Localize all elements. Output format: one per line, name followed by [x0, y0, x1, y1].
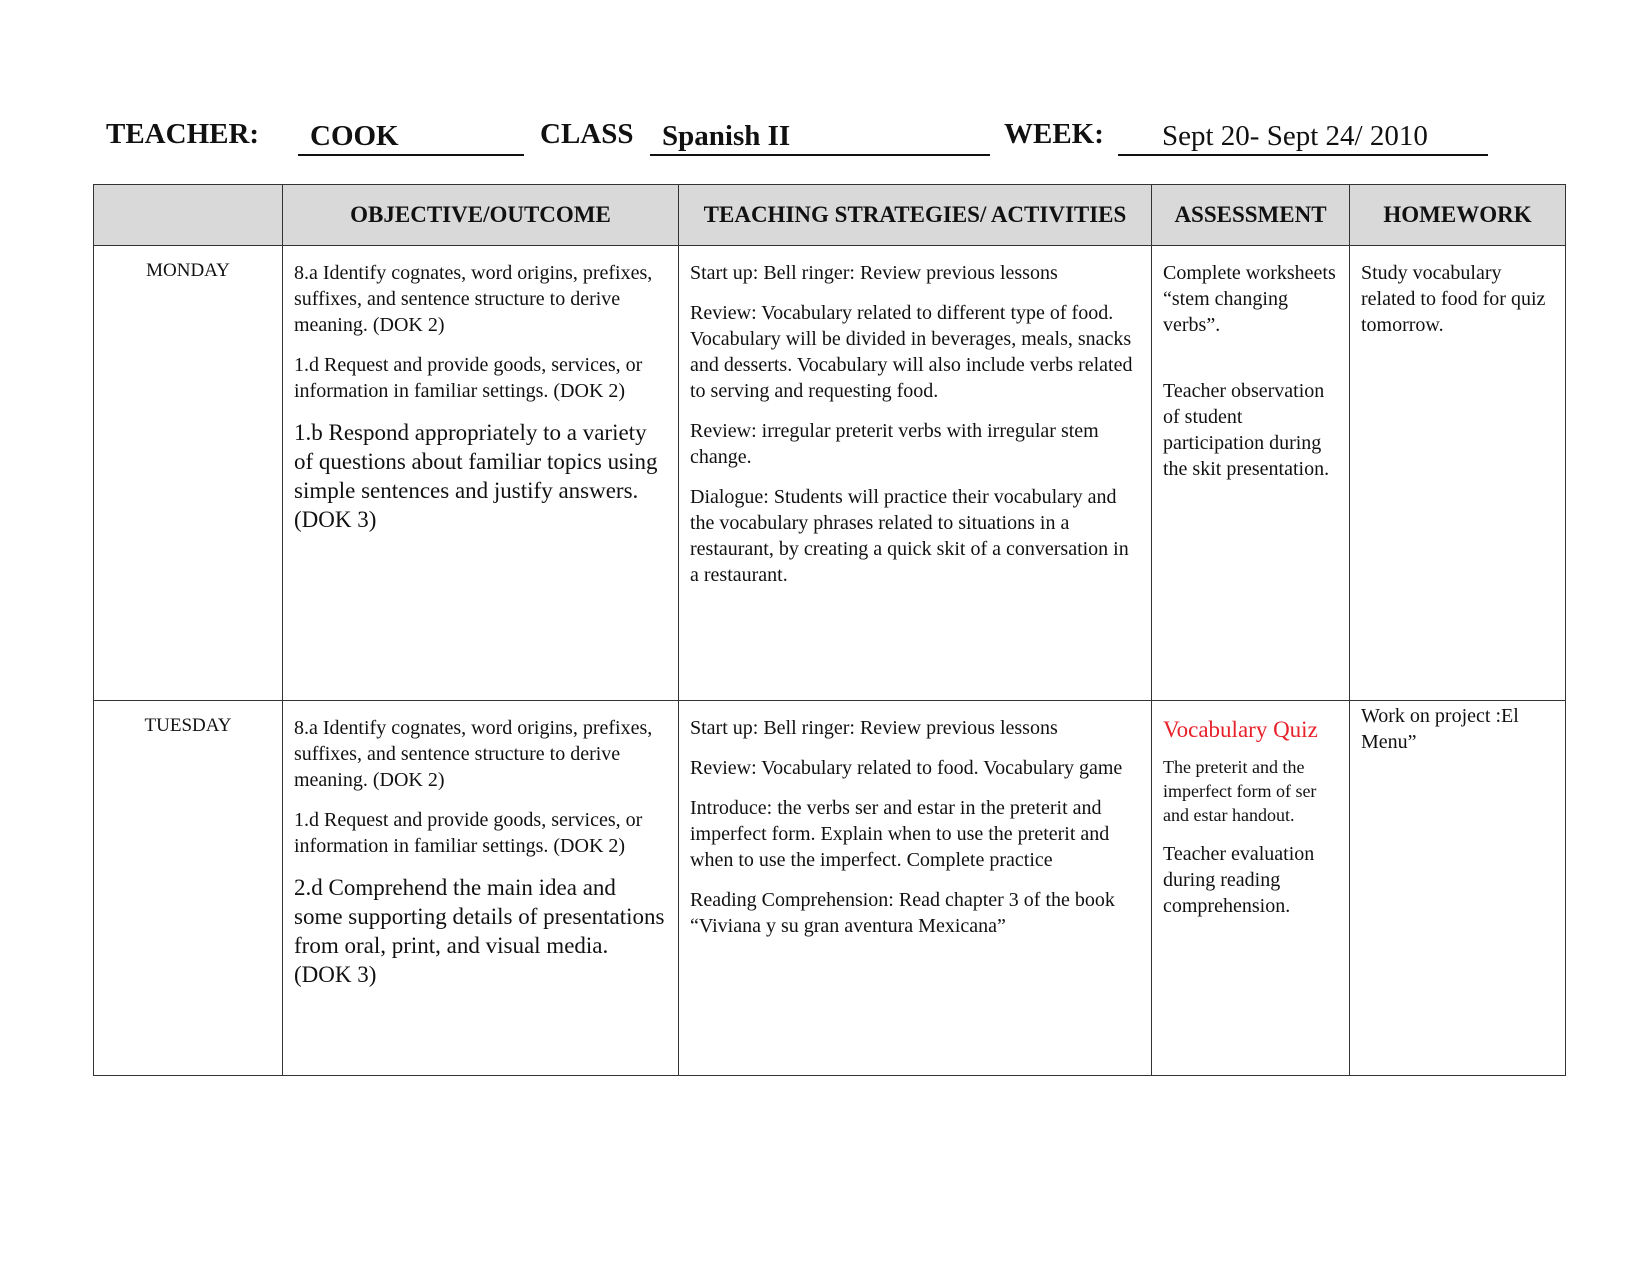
week-value: Sept 20- Sept 24/ 2010: [1118, 118, 1488, 156]
class-value: Spanish II: [650, 118, 990, 156]
assessment-cell: [1152, 701, 1350, 1076]
strategy-item: Review: Vocabulary related to different type of food. Vocabulary will be divided in beverages, meals, snacks and desserts. Vocabulary will also include verbs related to serving and requesting food.: [690, 302, 1133, 402]
homework-item: Work on project :El Menu”: [1361, 705, 1519, 753]
column-header-day: [94, 185, 283, 246]
strategy-item: Start up: Bell ringer: Review previous lessons: [690, 262, 1058, 284]
objective-item: 1.d Request and provide goods, services, or information in familiar settings. (DOK 2): [294, 354, 643, 402]
table-header-row: [94, 185, 1566, 246]
assessment-cell: [1152, 246, 1350, 701]
objective-item: 1.d Request and provide goods, services, or information in familiar settings. (DOK 2): [294, 809, 643, 857]
objective-item: 8.a Identify cognates, word origins, prefixes, suffixes, and sentence structure to derive meaning. (DOK 2): [294, 262, 653, 336]
day-cell: TUESDAY: [94, 701, 283, 1076]
assessment-item: The preterit and the imperfect form of ser and estar handout.: [1163, 757, 1317, 825]
assessment-item: Complete worksheets “stem changing verbs”.: [1163, 262, 1336, 336]
homework-cell: [1350, 246, 1566, 701]
strategy-item: Review: irregular preterit verbs with irregular stem change.: [690, 420, 1099, 468]
column-header-homework: HOMEWORK: [1350, 185, 1566, 246]
vocabulary-quiz-label: Vocabulary Quiz: [1163, 717, 1318, 742]
objective-item: 1.b Respond appropriately to a variety of questions about familiar topics using simple sentences and justify answers. (DOK 3): [294, 420, 658, 532]
column-header-objective: OBJECTIVE/OUTCOME: [283, 185, 679, 246]
strategy-item: Dialogue: Students will practice their vocabulary and the vocabulary phrases related to situations in a restaurant, by creating a quick skit of a conversation in a restaurant.: [690, 486, 1129, 586]
teacher-value: COOK: [298, 118, 524, 156]
teacher-label: TEACHER:: [106, 118, 260, 150]
day-cell: MONDAY: [94, 246, 283, 701]
objectives-cell: [283, 701, 679, 1076]
column-header-assessment: ASSESSMENT: [1152, 185, 1350, 246]
week-label: WEEK:: [1004, 118, 1104, 150]
strategies-cell: [679, 701, 1152, 1076]
lesson-plan-header: [106, 118, 1546, 162]
homework-cell: [1350, 701, 1566, 1076]
lesson-plan-table: [93, 184, 1566, 1076]
strategies-cell: [679, 246, 1152, 701]
objectives-cell: [283, 246, 679, 701]
class-label: CLASS: [540, 118, 634, 150]
table-row-tuesday: [94, 701, 1566, 1076]
column-header-strategies: TEACHING STRATEGIES/ ACTIVITIES: [679, 185, 1152, 246]
strategy-item: Start up: Bell ringer: Review previous lessons: [690, 717, 1058, 739]
homework-item: Study vocabulary related to food for quiz tomorrow.: [1361, 262, 1546, 336]
strategy-item: Introduce: the verbs ser and estar in the preterit and imperfect form. Explain when to use the preterit and when to use the imperfect. Complete practice: [690, 797, 1110, 871]
assessment-item: Teacher evaluation during reading comprehension.: [1163, 843, 1315, 917]
objective-item: 2.d Comprehend the main idea and some supporting details of presentations from oral, print, and visual media. (DOK 3): [294, 875, 665, 987]
table-row-monday: [94, 246, 1566, 701]
objective-item: 8.a Identify cognates, word origins, prefixes, suffixes, and sentence structure to derive meaning. (DOK 2): [294, 717, 653, 791]
assessment-item: Teacher observation of student participation during the skit presentation.: [1163, 380, 1330, 480]
strategy-item: Reading Comprehension: Read chapter 3 of the book “Viviana y su gran aventura Mexicana”: [690, 889, 1115, 937]
strategy-item: Review: Vocabulary related to food. Vocabulary game: [690, 757, 1123, 779]
